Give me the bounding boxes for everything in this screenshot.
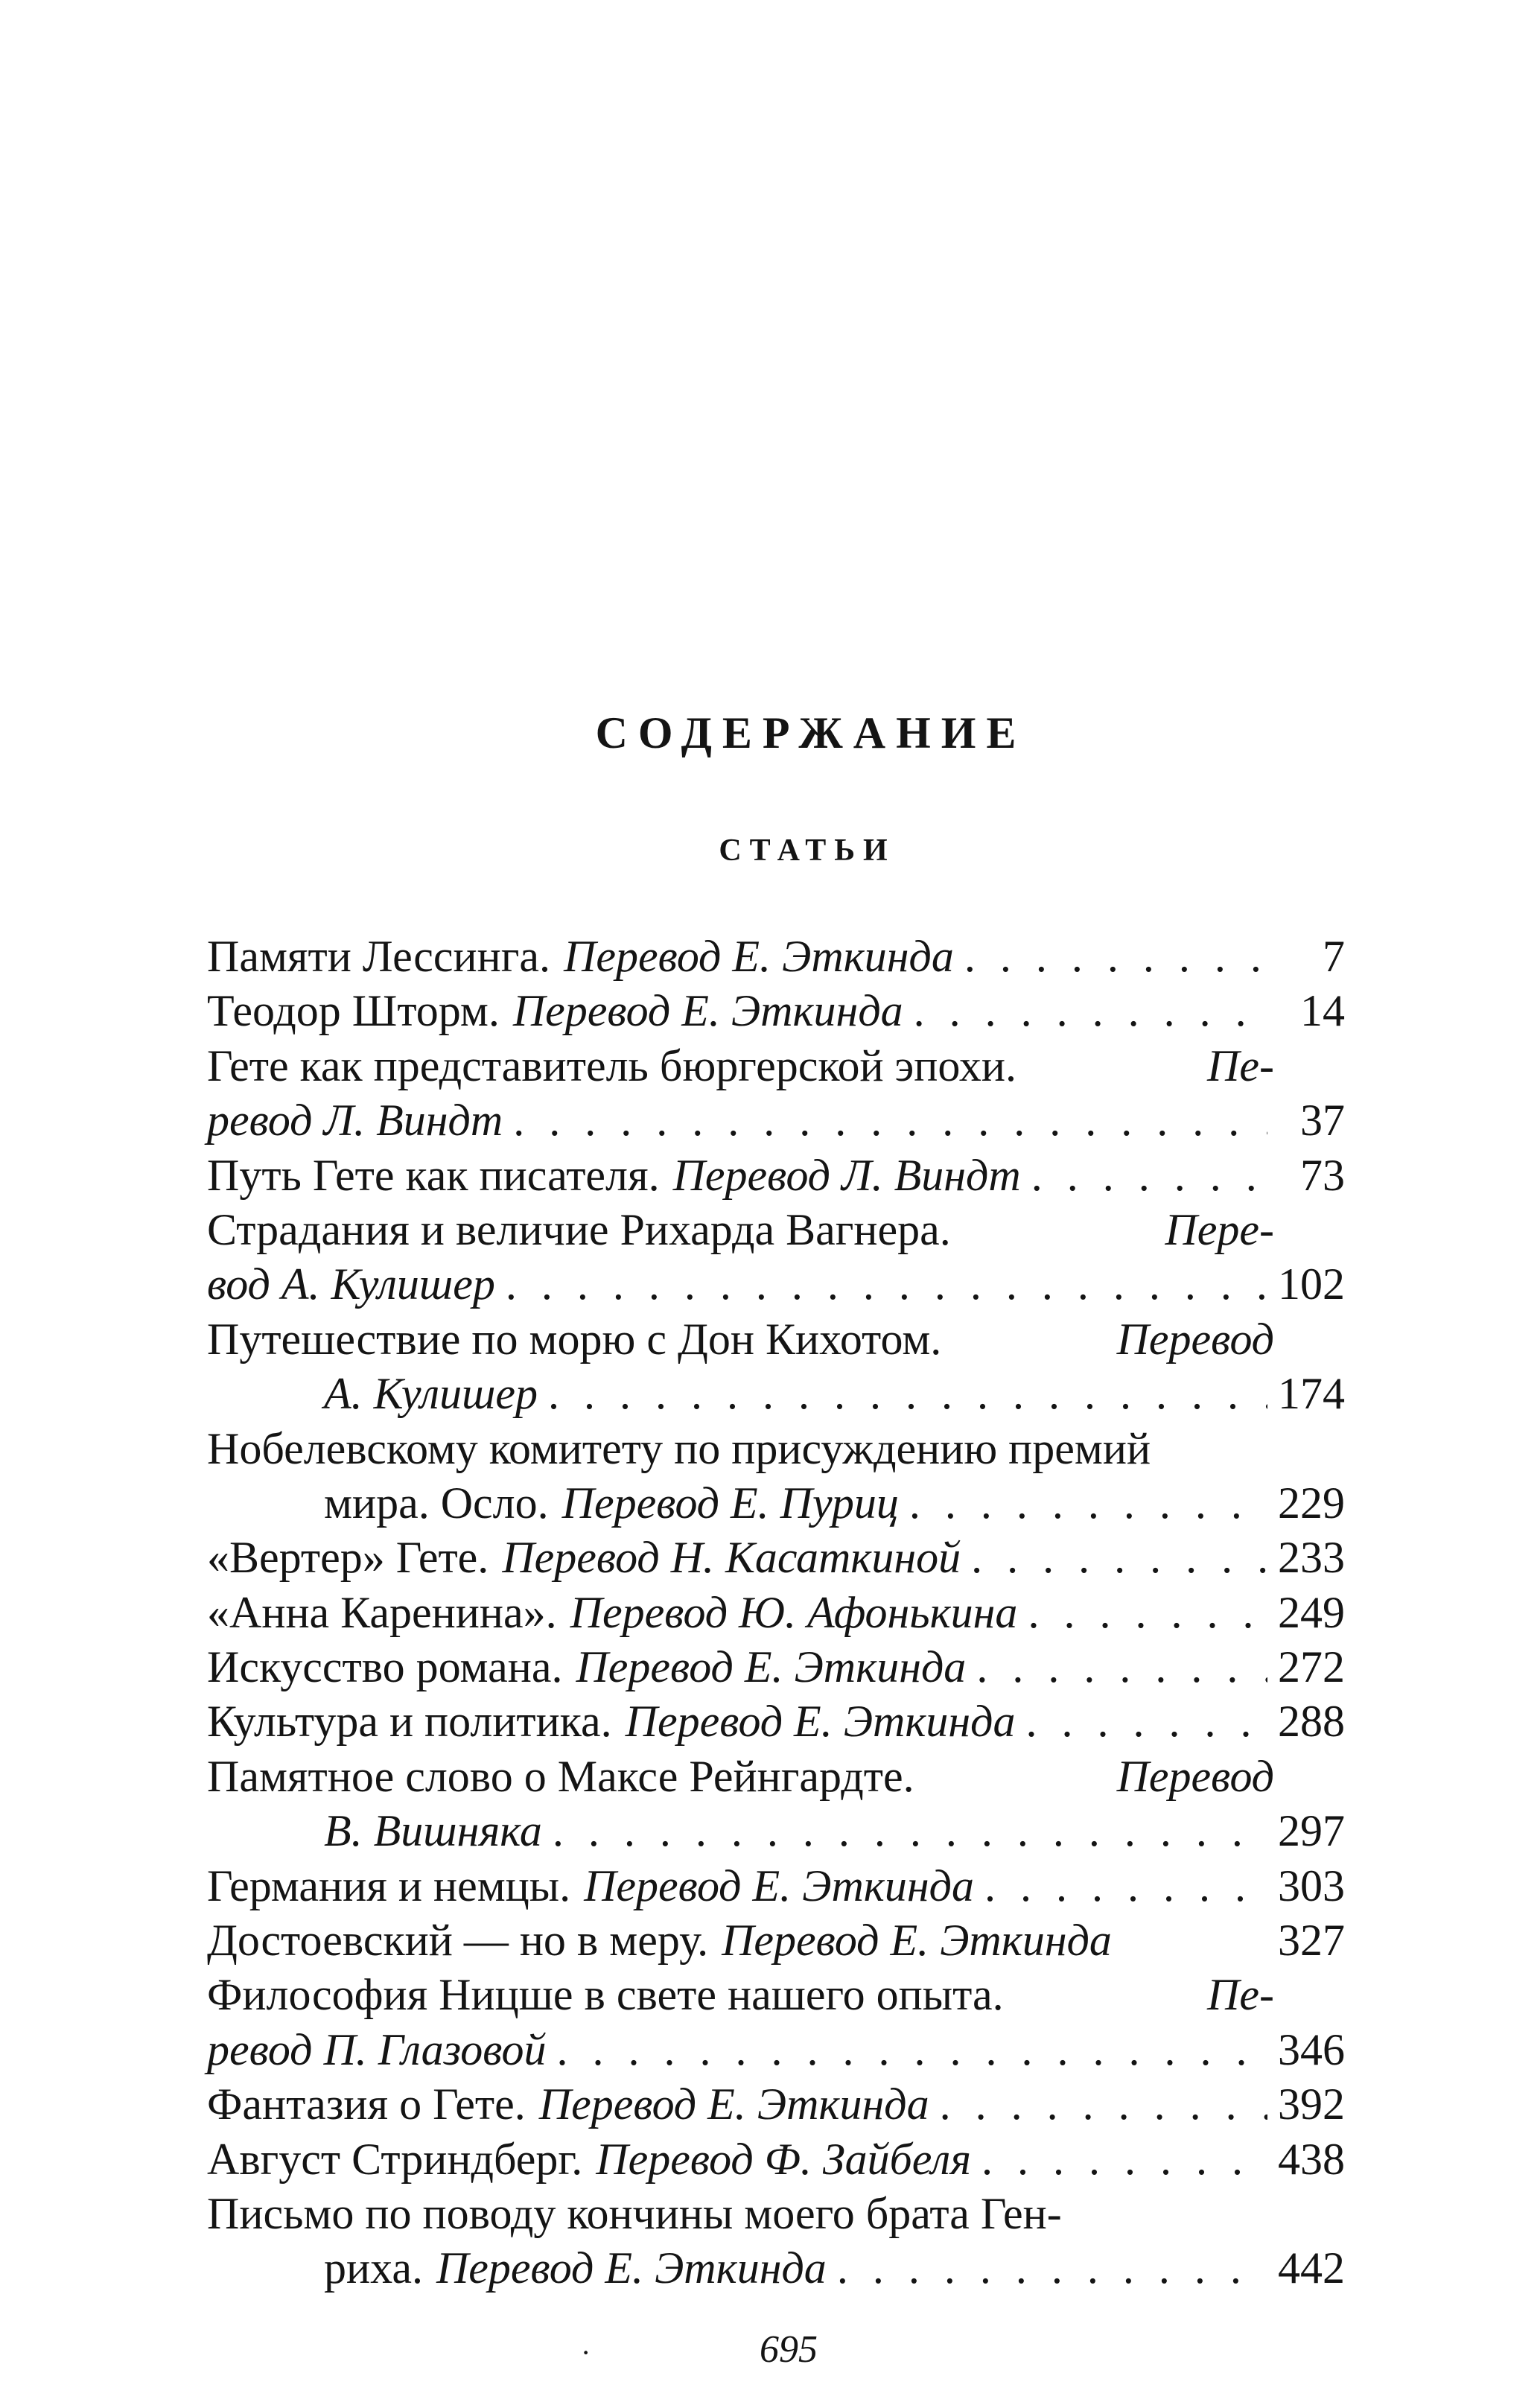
toc-line bbox=[207, 1312, 1345, 1367]
entry-translator: Перевод Е. Эткинда bbox=[512, 986, 903, 1036]
entry-translator: Перевод Е. Эткинда bbox=[576, 1642, 967, 1692]
dot-leader bbox=[971, 1531, 1267, 1585]
entry-translator: Перевод Н. Касаткиной bbox=[502, 1533, 961, 1583]
entry-translator: Перевод Е. Эткинда bbox=[538, 2080, 929, 2129]
entry-translator: Перевод Е. Эткинда bbox=[625, 1697, 1016, 1747]
toc-entry bbox=[207, 1859, 1345, 1913]
entry-page-number: 249 bbox=[1278, 1587, 1345, 1637]
entry-title: Достоевский — но в меру. bbox=[207, 1916, 709, 1966]
entry-title: Памяти Лессинга. bbox=[207, 932, 550, 981]
toc-entry bbox=[207, 984, 1345, 1038]
entry-translator: Пере- bbox=[1165, 1204, 1274, 1254]
toc-line bbox=[207, 2132, 1345, 2187]
dot-leader bbox=[556, 2023, 1267, 2077]
entry-page-number: 346 bbox=[1278, 2024, 1345, 2074]
entry-title: «Вертер» Гете. bbox=[207, 1533, 489, 1583]
entry-page-number: 73 bbox=[1300, 1150, 1345, 1200]
toc-line bbox=[207, 1750, 1345, 1804]
entry-page-number: 327 bbox=[1278, 1916, 1345, 1966]
entry-page-number: 288 bbox=[1278, 1697, 1345, 1747]
toc-entry bbox=[207, 2132, 1345, 2187]
entry-page-number: 233 bbox=[1278, 1533, 1345, 1583]
toc-line bbox=[207, 1804, 1345, 1858]
entry-title: Искусство романа. bbox=[207, 1642, 563, 1692]
entry-translator: Пе- bbox=[1207, 1041, 1274, 1090]
toc-entry bbox=[207, 1203, 1345, 1312]
entry-title: Путь Гете как писателя. bbox=[207, 1150, 660, 1200]
dot-leader bbox=[1031, 1149, 1267, 1203]
entry-title: Страдания и величие Рихарда Вагнера. bbox=[207, 1204, 951, 1254]
entry-title: Август Стриндберг. bbox=[207, 2134, 583, 2184]
entry-title: Философия Ницше в свете нашего опыта. bbox=[207, 1970, 1004, 2020]
entry-page-number: 297 bbox=[1278, 1806, 1345, 1856]
toc-line bbox=[207, 2077, 1345, 2132]
entry-translator: В. Вишняка bbox=[324, 1806, 542, 1856]
entry-translator: Перевод Е. Эткинда bbox=[436, 2243, 827, 2293]
toc-line bbox=[207, 984, 1345, 1038]
toc-entry bbox=[207, 2077, 1345, 2132]
toc-entry bbox=[207, 1312, 1345, 1422]
section-title: СТАТЬИ bbox=[719, 833, 896, 868]
entry-translator: Перевод Ю. Афонькина bbox=[570, 1587, 1018, 1637]
toc-line bbox=[207, 2187, 1345, 2241]
entry-translator: Перевод Е. Эткинда bbox=[722, 1916, 1112, 1966]
dot-leader bbox=[1028, 1586, 1267, 1640]
dot-leader bbox=[964, 930, 1267, 984]
toc-line bbox=[207, 1422, 1345, 1476]
toc-line bbox=[207, 1531, 1345, 1585]
toc-entry bbox=[207, 1640, 1345, 1694]
footer-dot: · bbox=[581, 2336, 591, 2369]
dot-leader bbox=[553, 1804, 1267, 1858]
entry-page-number: 37 bbox=[1300, 1096, 1345, 1146]
dot-leader bbox=[981, 2132, 1267, 2187]
toc-line bbox=[207, 2241, 1345, 2296]
toc-entry bbox=[207, 2187, 1345, 2296]
entry-translator: Перевод bbox=[1116, 1751, 1274, 1801]
toc-line bbox=[207, 1203, 1345, 1257]
entry-title: «Анна Каренина». bbox=[207, 1587, 557, 1637]
toc-entry bbox=[207, 1586, 1345, 1640]
entry-title: Германия и немцы. bbox=[207, 1861, 571, 1910]
entry-page-number: 392 bbox=[1278, 2080, 1345, 2129]
toc-line bbox=[207, 1913, 1345, 1968]
entry-translator: Перевод Е. Эткинда bbox=[584, 1861, 974, 1910]
entry-translator: Перевод Е. Эткинда bbox=[564, 932, 954, 981]
entry-title: риха. bbox=[324, 2243, 423, 2293]
page-title: СОДЕРЖАНИЕ bbox=[595, 708, 1027, 757]
toc-entry bbox=[207, 1968, 1345, 2077]
entry-title: Гете как представитель бюргерской эпохи. bbox=[207, 1041, 1017, 1090]
toc-line bbox=[207, 1093, 1345, 1148]
toc-entry bbox=[207, 1531, 1345, 1585]
entry-page-number: 7 bbox=[1323, 932, 1345, 981]
toc-line bbox=[207, 1476, 1345, 1531]
table-of-contents bbox=[207, 930, 1345, 2296]
dot-leader bbox=[984, 1859, 1267, 1913]
dot-leader bbox=[940, 2077, 1267, 2132]
entry-title: Теодор Шторм. bbox=[207, 986, 500, 1036]
dot-leader bbox=[513, 1093, 1267, 1148]
entry-title: Нобелевскому комитету по присуждению премий bbox=[207, 1423, 1151, 1473]
entry-translator: Перевод Ф. Зайбеля bbox=[596, 2134, 971, 2184]
entry-translator: ревод П. Глазовой bbox=[207, 2024, 547, 2074]
entry-translator: Пе- bbox=[1207, 1970, 1274, 2020]
dot-leader bbox=[506, 1257, 1267, 1312]
entry-translator: А. Кулишер bbox=[324, 1369, 538, 1419]
entry-title: мира. Осло. bbox=[324, 1478, 549, 1528]
entry-translator: Перевод Л. Виндт bbox=[672, 1150, 1021, 1200]
toc-line bbox=[207, 1367, 1345, 1421]
toc-line bbox=[207, 930, 1345, 984]
toc-line bbox=[207, 2023, 1345, 2077]
entry-title: Фантазия о Гете. bbox=[207, 2080, 526, 2129]
toc-entry bbox=[207, 1913, 1345, 1968]
toc-entry bbox=[207, 1750, 1345, 1859]
dot-leader bbox=[914, 984, 1267, 1038]
entry-title: Памятное слово о Максе Рейнгардте. bbox=[207, 1751, 914, 1801]
entry-page-number: 272 bbox=[1278, 1642, 1345, 1692]
toc-entry bbox=[207, 1039, 1345, 1149]
entry-page-number: 438 bbox=[1278, 2134, 1345, 2184]
toc-line bbox=[207, 1694, 1345, 1749]
toc-line bbox=[207, 1039, 1345, 1093]
entry-translator: ревод Л. Виндт bbox=[207, 1096, 503, 1146]
toc-line bbox=[207, 1640, 1345, 1694]
entry-page-number: 229 bbox=[1278, 1478, 1345, 1528]
toc-line bbox=[207, 1257, 1345, 1312]
entry-page-number: 14 bbox=[1300, 986, 1345, 1036]
toc-line bbox=[207, 1149, 1345, 1203]
toc-entry bbox=[207, 1694, 1345, 1749]
toc-line bbox=[207, 1586, 1345, 1640]
dot-leader bbox=[837, 2241, 1267, 2296]
toc-entry bbox=[207, 1149, 1345, 1203]
dot-leader bbox=[548, 1367, 1267, 1421]
dot-leader bbox=[909, 1476, 1267, 1531]
entry-translator: Перевод Е. Пуриц bbox=[561, 1478, 899, 1528]
entry-title: Письмо по поводу кончины моего брата Ген- bbox=[207, 2188, 1062, 2238]
toc-entry bbox=[207, 1422, 1345, 1531]
entry-title: Путешествие по морю с Дон Кихотом. bbox=[207, 1314, 942, 1364]
entry-page-number: 442 bbox=[1278, 2243, 1345, 2293]
entry-page-number: 303 bbox=[1278, 1861, 1345, 1910]
entry-page-number: 102 bbox=[1278, 1259, 1345, 1309]
entry-page-number: 174 bbox=[1278, 1369, 1345, 1419]
dot-leader bbox=[976, 1640, 1267, 1694]
toc-line bbox=[207, 1859, 1345, 1913]
entry-translator: Перевод bbox=[1116, 1314, 1274, 1364]
page-number: 695 bbox=[760, 2328, 818, 2371]
toc-line bbox=[207, 1968, 1345, 2022]
toc-entry bbox=[207, 930, 1345, 984]
entry-title: Культура и политика. bbox=[207, 1697, 612, 1747]
dot-leader bbox=[1026, 1694, 1268, 1749]
entry-translator: вод А. Кулишер bbox=[207, 1259, 495, 1309]
